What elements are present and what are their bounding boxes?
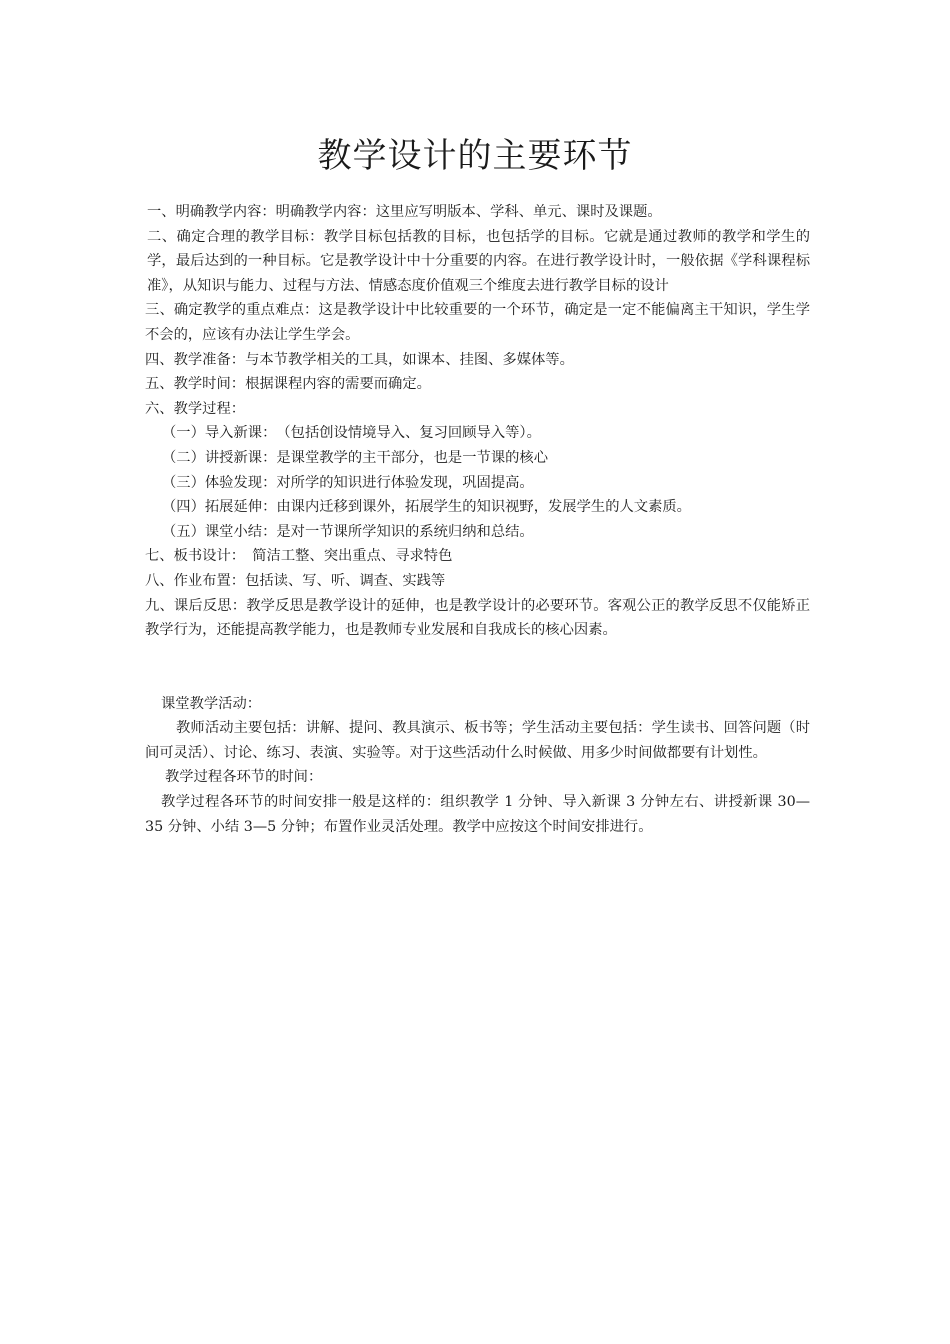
process-step: （三）体验发现：对所学的知识进行体验发现，巩固提高。 [162, 474, 534, 491]
document-title: 教学设计的主要环节 [317, 136, 633, 176]
section-homework: 八、作业布置：包括读、写、听、调查、实践等 [145, 572, 446, 589]
timing-text: 教学过程各环节的时间安排一般是这样的：组织教学 1 分钟、导入新课 3 分钟左右、讲授新课 30—35 分钟、小结 3—5 分钟；布置作业灵活处理。教学中应按这个时间安排进行。 [145, 794, 810, 835]
process-step: （二）讲授新课：是课堂教学的主干部分，也是一节课的核心 [162, 449, 549, 466]
section-time: 五、教学时间：根据课程内容的需要而确定。 [145, 376, 431, 393]
section-reflection: 九、课后反思：教学反思是教学设计的延伸，也是教学设计的必要环节。客观公正的教学反思不仅能矫正教学行为，还能提高教学能力，也是教师专业发展和自我成长的核心因素。 [145, 597, 810, 639]
process-step: （四）拓展延伸：由课内迁移到课外，拓展学生的知识视野，发展学生的人文素质。 [162, 499, 691, 516]
process-step: （一）导入新课： （包括创设情境导入、复习回顾导入等）。 [162, 425, 541, 442]
timing-heading: 教学过程各环节的时间： [165, 769, 323, 786]
section-blackboard: 七、板书设计： 简洁工整、突出重点、寻求特色 [145, 548, 453, 565]
section-content: 一、明确教学内容：明确教学内容：这里应写明版本、学科、单元、课时及课题。 [147, 204, 662, 220]
section-objectives: 二、确定合理的教学目标：教学目标包括教的目标，也包括学的目标。它就是通过教师的教学和学生的学，最后达到的一种目标。它是教学设计中十分重要的内容。在进行教学设计时，一般依据《学科课程标准》，从知识与能力、过程与方法、情感态度价值观三个维度去进行教学目标的设计 [147, 228, 810, 294]
section-process: 六、教学过程： [145, 400, 246, 417]
activities-text: 教师活动主要包括：讲解、提问、教具演示、板书等；学生活动主要包括：学生读书、回答问题（时间可灵活）、讨论、练习、表演、实验等。对于这些活动什么时候做、用多少时间做都要有计划性。 [145, 720, 810, 761]
section-key-points: 三、确定教学的重点难点：这是教学设计中比较重要的一个环节，确定是一定不能偏离主干知识，学生学不会的，应该有办法让学生学会。 [145, 302, 810, 343]
paragraph-spacer [145, 643, 810, 692]
activities-heading: 课堂教学活动： [161, 695, 262, 712]
document-body [145, 200, 810, 839]
section-preparation: 四、教学准备：与本节教学相关的工具，如课本、挂图、多媒体等。 [145, 351, 574, 368]
process-step: （五）课堂小结：是对一节课所学知识的系统归纳和总结。 [162, 523, 534, 540]
